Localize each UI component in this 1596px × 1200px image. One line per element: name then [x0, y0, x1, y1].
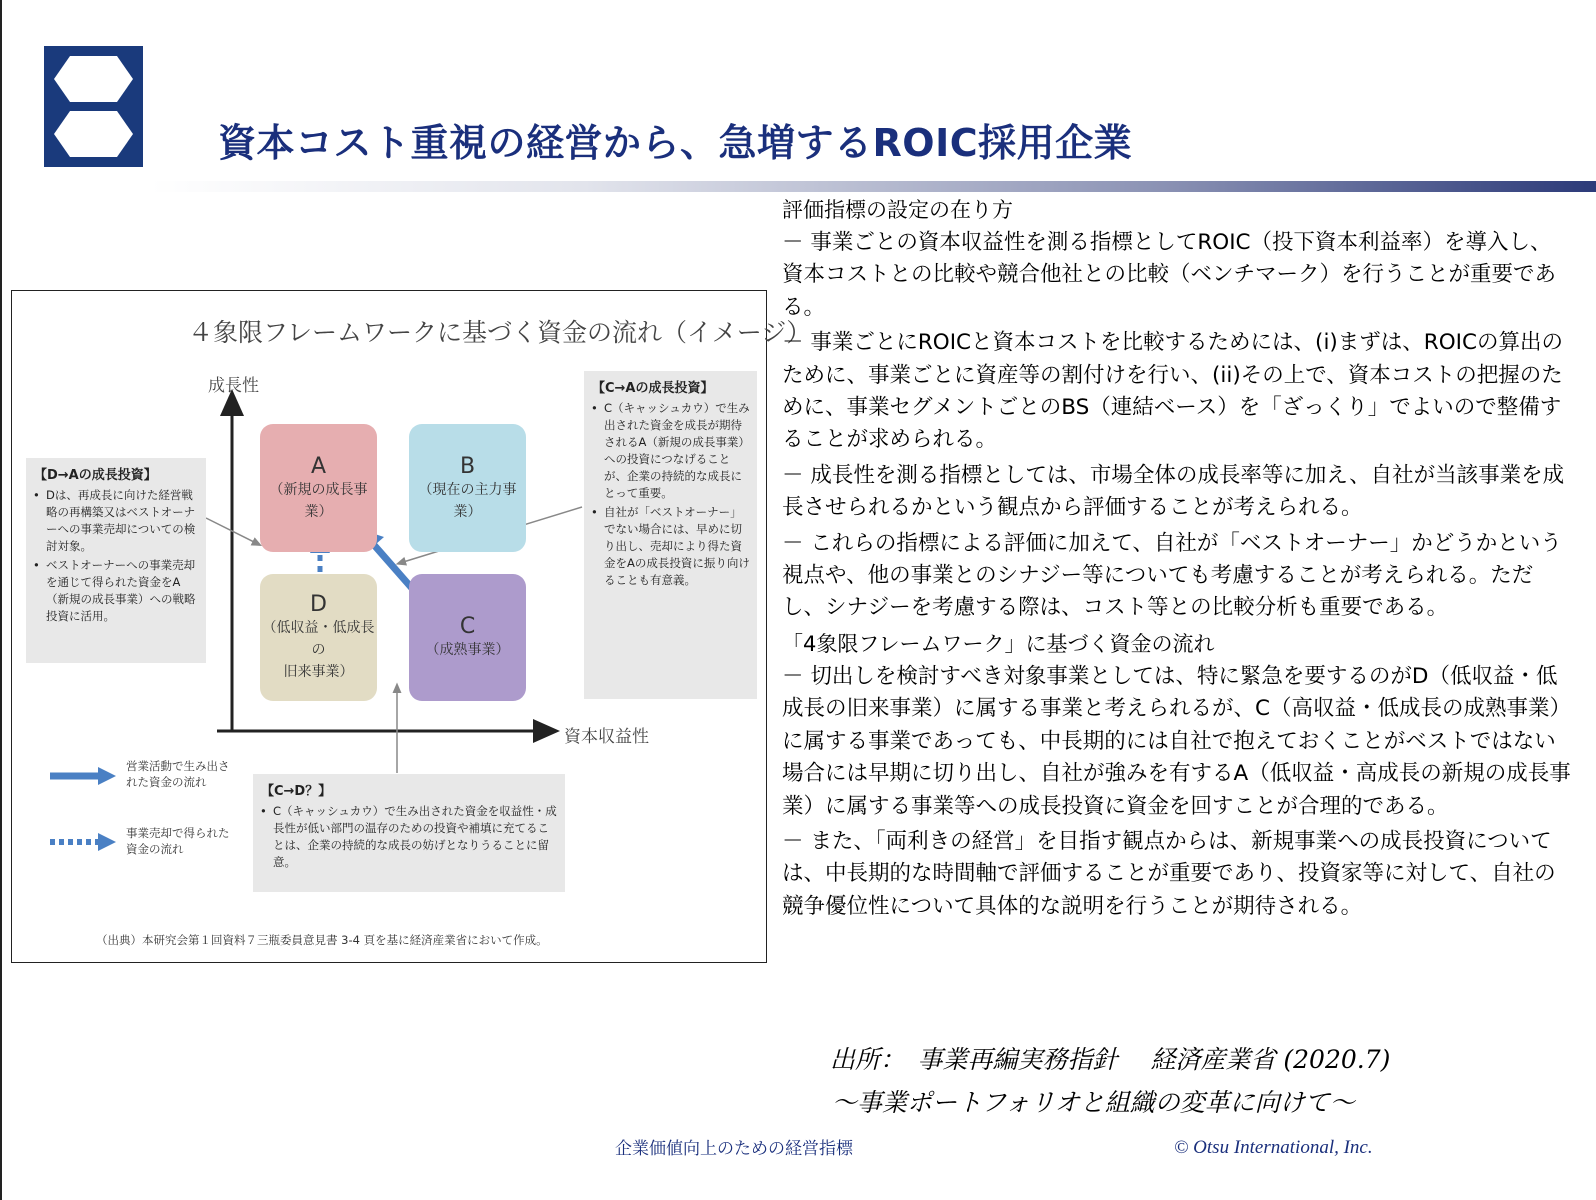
quadrant-a-label: （新規の成長事業） — [269, 481, 368, 520]
legend-divestiture-line2: 資金の流れ — [126, 842, 184, 856]
legend-operating-line2: れた資金の流れ — [126, 775, 207, 789]
legend-operating-cashflow — [126, 758, 230, 790]
quadrant-d-label-line1: （低収益・低成長の — [262, 620, 375, 658]
quadrant-d — [260, 574, 377, 701]
note-d-to-a-title: 【D→Aの成長投資】 — [34, 468, 157, 483]
citation-source: 出所： 事業再編実務指針 経済産業省 (2020.7) — [830, 1045, 1391, 1074]
slide-title: 資本コスト重視の経営から、急増するROIC採用企業 — [218, 121, 1133, 165]
paragraph-best-owner: － これらの指標による評価に加えて、自社が「ベストオーナー」かどうかという視点や、他の事業とのシナジー等についても考慮することが考えられる。ただし、シナジーを考慮する際は、コスト等との比較分析も重要である。 — [782, 530, 1562, 621]
figure-title: ４象限フレームワークに基づく資金の流れ（イメージ） — [188, 318, 812, 347]
quadrant-c — [409, 574, 526, 701]
quadrant-b-label: （現在の主力事業） — [418, 481, 517, 520]
note-c-to-a-title: 【C→Aの成長投資】 — [592, 381, 714, 396]
note-d-to-a-investment — [26, 458, 206, 663]
quadrant-a — [260, 424, 377, 552]
note-c-to-a-investment — [584, 371, 757, 699]
x-axis-label: 資本収益性 — [564, 727, 649, 747]
paragraph-ambidexterity: － また、「両利きの経営」を目指す観点からは、新規事業への成長投資については、中長期的な時間軸で評価することが重要であり、投資家等に対して、自社の競争優位性について具体的な説明を行うことが期待される。 — [782, 828, 1556, 919]
legend-divestiture-line1: 事業売却で得られた — [126, 826, 230, 840]
section-heading-framework: 「4象限フレームワーク」に基づく資金の流れ — [782, 631, 1215, 656]
figure-source: （出典）本研究会第１回資料７三瓶委員意見書 3-4 頁を基に経済産業省において作成。 — [96, 933, 548, 947]
footer-copyright: © Otsu International, Inc. — [1174, 1137, 1373, 1158]
legend-divestiture-cashflow — [126, 825, 230, 857]
note-d-to-a-item: • ベストオーナーへの事業売却を通じて得られた資金をA（新規の成長事業）への戦略投資に活用。 — [46, 557, 200, 625]
quadrant-d-letter: D — [310, 592, 327, 617]
footer-title: 企業価値向上のための経営指標 — [615, 1139, 853, 1159]
note-c-to-d-item: • C（キャッシュカウ）で生み出された資金を収益性・成長性が低い部門の温存のための投資や補填に充てることは、企業の持続的な成長の妨げとなりうることに留意。 — [273, 803, 559, 871]
y-axis-label: 成長性 — [208, 376, 259, 396]
legend-solid-arrow-head — [98, 767, 116, 785]
slide-left-border — [0, 0, 2, 1200]
paragraph-growth: － 成長性を測る指標としては、市場全体の成長率等に加え、自社が当該事業を成長させられるかという観点から評価することが考えられる。 — [782, 462, 1565, 521]
paragraph-carve-out: － 切出しを検討すべき対象事業としては、特に緊急を要するのがD（低収益・低成長の旧来事業）に属する事業と考えられるが、C（高収益・低成長の成熟事業）に属する事業であっても、中長期的には自社で抱えておくことがベストではない場合には早期に切り出し、自社が強みを有するA（低収益・高成長の新規の成長事業）に属する事業等への成長投資に資金を回すことが合理的である。 — [782, 663, 1572, 819]
quadrant-b-letter: B — [459, 453, 476, 479]
body-text — [782, 194, 1572, 926]
note-c-to-d — [253, 774, 565, 892]
paragraph-allocation: － 事業ごとにROICと資本コストを比較するためには、(i)まずは、ROICの算出のために、事業ごとに資産等の割付けを行い、(ii)その上で、資本コストの把握のために、事業セグメントごとのBS（連結ベース）を「ざっくり」でよいので整備することが求められる。 — [782, 330, 1564, 453]
quadrant-d-label-line2: 旧来事業） — [283, 664, 354, 680]
note-c-to-a-item: • 自社が「ベストオーナー」でない場合には、早めに切り出し、売却により得た資金をAの成長投資に振り向けることも有意義。 — [604, 504, 751, 589]
section-heading-evaluation: 評価指標の設定の在り方 — [782, 198, 1013, 222]
quadrant-c-letter: C — [459, 614, 476, 639]
note-d-to-a-item: • Dは、再成長に向けた経営戦略の再構築又はベストオーナーへの事業売却についての検討対象。 — [46, 487, 200, 555]
four-quadrant-figure — [11, 290, 812, 963]
quadrant-a-letter: A — [310, 453, 327, 479]
note-c-to-d-title: 【C→D？】 — [261, 784, 332, 799]
quadrant-c-label: （成熟事業） — [425, 642, 510, 658]
logo-lower-hexagon — [54, 111, 133, 157]
citation-subtitle: ～事業ポートフォリオと組織の変革に向けて～ — [832, 1088, 1355, 1117]
note-c-to-a-item: • C（キャッシュカウ）で生み出された資金を成長が期待されるA（新規の成長事業）への投資につなげることが、企業の持続的な成長にとって重要。 — [604, 400, 751, 502]
logo-upper-hexagon — [54, 56, 133, 102]
quadrant-b — [409, 424, 526, 552]
legend-dotted-arrow-head — [98, 833, 116, 851]
legend-operating-line1: 営業活動で生み出さ — [126, 759, 230, 773]
title-gradient-bar — [150, 181, 1596, 192]
company-logo — [44, 46, 143, 167]
paragraph-roic: － 事業ごとの資本収益性を測る指標としてROIC（投下資本利益率）を導入し、資本コストとの比較や競合他社との比較（ベンチマーク）を行うことが重要である。 — [782, 230, 1557, 320]
